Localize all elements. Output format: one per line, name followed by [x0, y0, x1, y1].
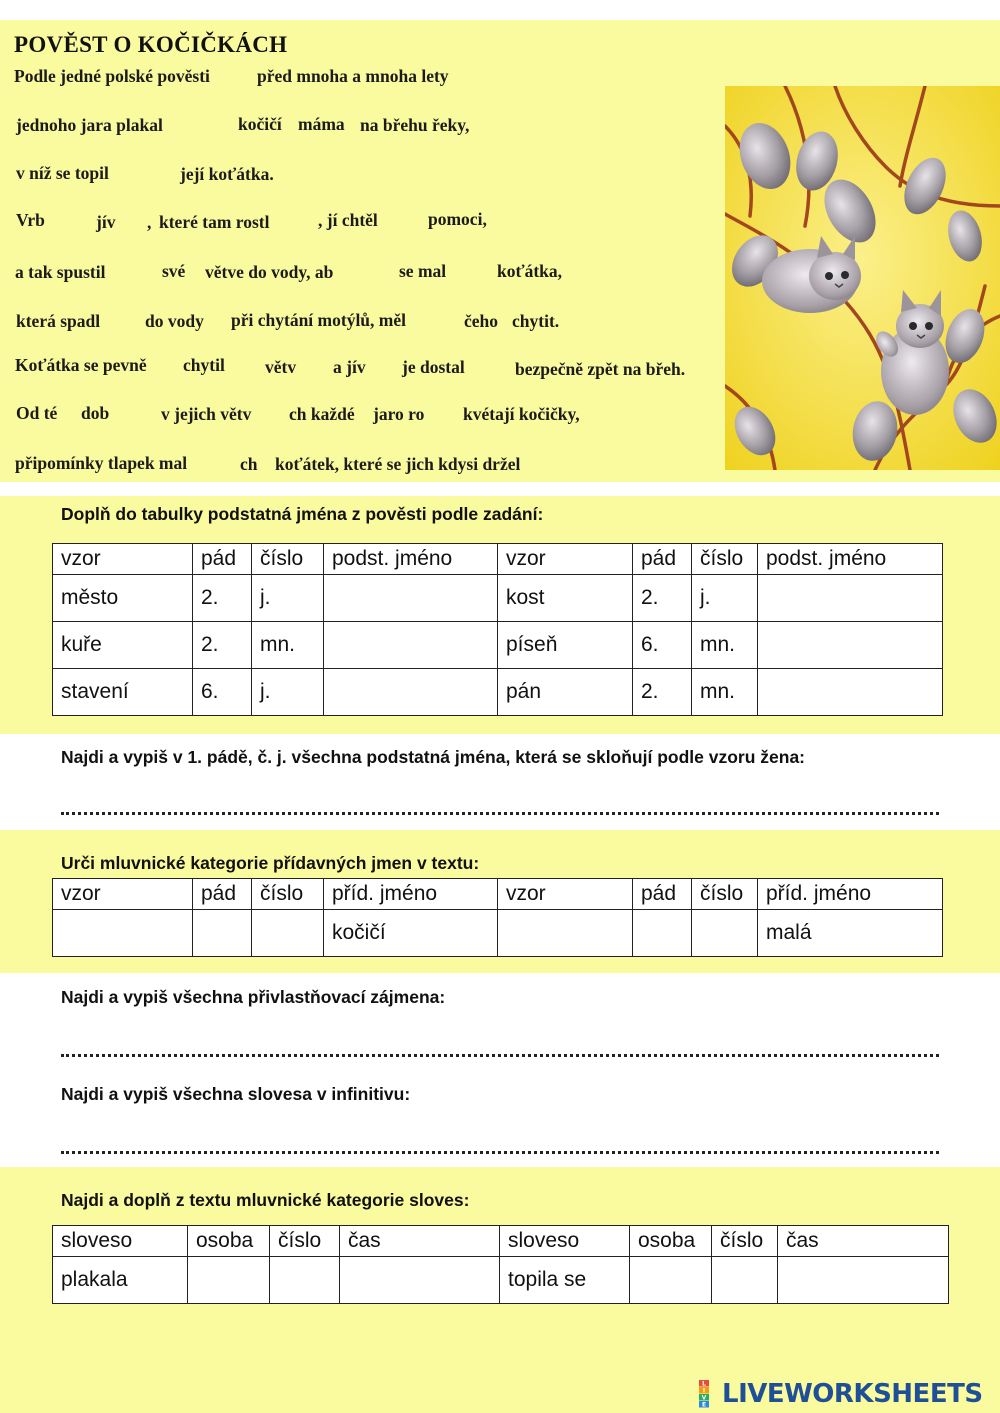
pronouns-answer-line[interactable]	[61, 1050, 939, 1057]
table-row	[53, 1257, 949, 1304]
story-fragment: dob	[81, 403, 110, 423]
story-fragment: chytil	[183, 355, 225, 375]
adjectives-table	[52, 878, 943, 957]
story-fragment: čeho	[464, 311, 499, 331]
story-fragment: a jív	[333, 357, 366, 377]
answer-cell[interactable]	[633, 910, 692, 957]
header-cell: vzor	[498, 879, 633, 910]
answer-cell[interactable]	[692, 910, 758, 957]
story-fragment: její koťátka.	[180, 164, 274, 184]
header-cell: číslo	[252, 879, 324, 910]
table-cell: j.	[252, 669, 324, 716]
header-cell: vzor	[53, 879, 193, 910]
story-fragment: se mal	[399, 261, 447, 281]
story-fragment: které tam rostl	[159, 212, 270, 232]
story-fragment: která spadl	[16, 311, 101, 331]
mark-letter: E	[701, 1401, 707, 1409]
story-fragment: koťátka,	[497, 261, 563, 281]
story-fragment: v níž se topil	[16, 163, 109, 183]
header-cell: vzor	[53, 544, 193, 575]
story-fragment: Koťátka se pevně	[15, 355, 147, 375]
table-cell: kost	[498, 575, 633, 622]
table-cell: plakala	[53, 1257, 188, 1304]
answer-cell[interactable]	[188, 1257, 270, 1304]
table-cell: j.	[692, 575, 758, 622]
story-fragment: Podle jedné polské pověsti	[14, 66, 210, 86]
table-cell: 2.	[633, 575, 692, 622]
table-cell: kuře	[53, 622, 193, 669]
story-fragment: ch každé	[289, 404, 355, 424]
liveworksheets-mark-icon	[698, 1379, 722, 1409]
header-cell: podst. jméno	[758, 544, 943, 575]
header-cell: čas	[340, 1226, 500, 1257]
answer-cell[interactable]	[324, 622, 498, 669]
table-cell: mn.	[692, 622, 758, 669]
answer-cell[interactable]	[324, 669, 498, 716]
zena-answer-line[interactable]	[61, 808, 939, 815]
story-fragment: bezpečně zpět na břeh.	[515, 359, 686, 379]
answer-cell[interactable]	[252, 910, 324, 957]
nouns-header-row	[53, 544, 943, 575]
table-cell: topila se	[500, 1257, 630, 1304]
table-row	[53, 622, 943, 669]
table-cell: 6.	[633, 622, 692, 669]
header-cell: číslo	[692, 879, 758, 910]
header-cell: číslo	[252, 544, 324, 575]
header-cell: podst. jméno	[324, 544, 498, 575]
answer-cell[interactable]	[758, 575, 943, 622]
story-fragment: ch	[240, 454, 258, 474]
story-fragment: jednoho jara plakal	[16, 115, 163, 135]
adjectives-instruction: Urči mluvnické kategorie přídavných jmen v textu:	[61, 853, 480, 873]
story-fragment: chytit.	[512, 311, 560, 331]
table-cell: 2.	[193, 575, 252, 622]
liveworksheets-logo	[698, 1379, 983, 1409]
infinitives-answer-line[interactable]	[61, 1147, 939, 1154]
story-fragment: do vody	[145, 311, 204, 331]
header-cell: příd. jméno	[324, 879, 498, 910]
header-cell: číslo	[692, 544, 758, 575]
header-cell: osoba	[188, 1226, 270, 1257]
story-fragment: před mnoha a mnoha lety	[257, 66, 449, 86]
story-fragment: je dostal	[402, 357, 465, 377]
header-cell: osoba	[630, 1226, 712, 1257]
nouns-table	[52, 543, 943, 716]
header-cell: příd. jméno	[758, 879, 943, 910]
table-cell: kočičí	[324, 910, 498, 957]
table-cell: malá	[758, 910, 943, 957]
zena-instruction: Najdi a vypiš v 1. pádě, č. j. všechna podstatná jména, která se skloňují podle vzoru žena:	[61, 747, 805, 767]
story-fragment: své	[162, 261, 186, 281]
table-cell: píseň	[498, 622, 633, 669]
answer-cell[interactable]	[340, 1257, 500, 1304]
answer-cell[interactable]	[758, 669, 943, 716]
table-cell: mn.	[692, 669, 758, 716]
story-fragment: připomínky tlapek mal	[15, 453, 188, 473]
story-fragment: větv	[265, 357, 297, 377]
answer-cell[interactable]	[270, 1257, 340, 1304]
header-cell: číslo	[712, 1226, 778, 1257]
story-fragment: Vrb	[16, 210, 45, 230]
table-cell: pán	[498, 669, 633, 716]
answer-cell[interactable]	[712, 1257, 778, 1304]
answer-cell[interactable]	[630, 1257, 712, 1304]
answer-cell[interactable]	[758, 622, 943, 669]
header-cell: vzor	[498, 544, 633, 575]
story-fragment: jív	[96, 212, 116, 232]
story-title: POVĚST O KOČIČKÁCH	[14, 32, 288, 57]
answer-cell[interactable]	[778, 1257, 949, 1304]
infinitives-instruction: Najdi a vypiš všechna slovesa v infinitivu:	[61, 1084, 411, 1104]
table-cell: 2.	[633, 669, 692, 716]
liveworksheets-wordmark: LIVEWORKSHEETS	[722, 1379, 983, 1409]
table-cell: 2.	[193, 622, 252, 669]
header-cell: pád	[193, 879, 252, 910]
header-cell: pád	[193, 544, 252, 575]
table-cell: 6.	[193, 669, 252, 716]
story-fragment: a tak spustil	[15, 262, 106, 282]
story-fragment: , jí chtěl	[318, 210, 378, 230]
mark-letter: V	[701, 1394, 707, 1402]
nouns-instruction: Doplň do tabulky podstatná jména z pověsti podle zadání:	[61, 504, 544, 524]
kittens-willow-illustration	[725, 86, 1000, 470]
table-cell: j.	[252, 575, 324, 622]
pronouns-instruction: Najdi a vypiš všechna přivlastňovací zájmena:	[61, 987, 446, 1007]
mark-letter: L	[702, 1380, 706, 1388]
answer-cell[interactable]	[498, 910, 633, 957]
adjectives-header-row	[53, 879, 943, 910]
answer-cell[interactable]	[53, 910, 193, 957]
table-cell: stavení	[53, 669, 193, 716]
header-cell: sloveso	[53, 1226, 188, 1257]
story-fragment: kočičí	[238, 114, 282, 134]
story-fragment: jaro ro	[373, 404, 425, 424]
verbs-instruction: Najdi a doplň z textu mluvnické kategorie sloves:	[61, 1190, 470, 1210]
story-fragment: koťátek, které se jich kdysi držel	[275, 454, 521, 474]
header-cell: pád	[633, 544, 692, 575]
mark-letter: I	[702, 1387, 706, 1395]
story-fragment: kvétají kočičky,	[463, 404, 580, 424]
header-cell: sloveso	[500, 1226, 630, 1257]
story-fragment: pomoci,	[428, 209, 487, 229]
story-fragment: při chytání motýlů, měl	[231, 310, 406, 330]
story-fragment: máma	[298, 114, 345, 134]
table-cell: město	[53, 575, 193, 622]
header-cell: čas	[778, 1226, 949, 1257]
header-cell: číslo	[270, 1226, 340, 1257]
header-cell: pád	[633, 879, 692, 910]
table-row	[53, 910, 943, 957]
story-fragment: ,	[147, 212, 152, 232]
answer-cell[interactable]	[324, 575, 498, 622]
table-row	[53, 575, 943, 622]
story-fragment: větve do vody, ab	[205, 262, 334, 282]
story-fragment: v jejich větv	[161, 404, 252, 424]
answer-cell[interactable]	[193, 910, 252, 957]
verbs-table	[52, 1225, 949, 1304]
verbs-header-row	[53, 1226, 949, 1257]
table-cell: mn.	[252, 622, 324, 669]
table-row	[53, 669, 943, 716]
story-fragment: Od té	[16, 403, 58, 423]
story-fragment: na břehu řeky,	[360, 115, 470, 135]
